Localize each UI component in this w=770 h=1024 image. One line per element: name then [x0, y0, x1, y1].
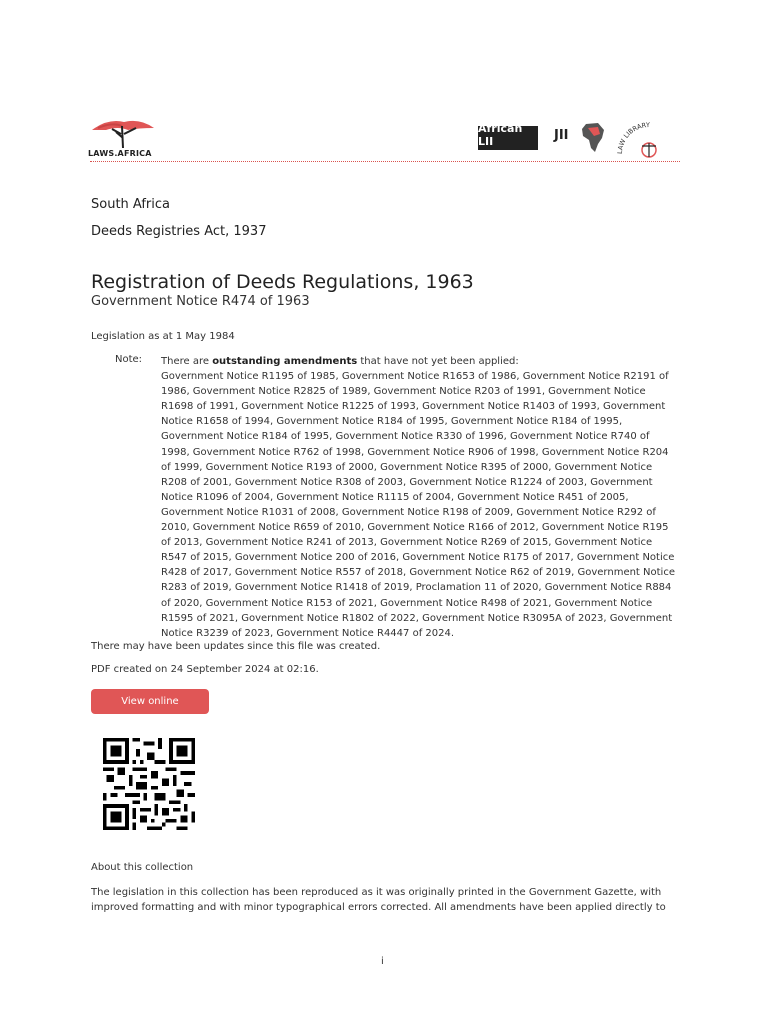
jii-logo: JII [554, 128, 569, 143]
law-library-text: LAW LIBRARY [616, 120, 651, 155]
page-title: Registration of Deeds Regulations, 1963 [91, 271, 474, 293]
amendments-note [161, 354, 681, 641]
about-text: The legislation in this collection has been reproduced as it was originally printed in the Government Gazette, with improved formatting and with minor typographical errors corrected. All amendments have been applied directly to [91, 887, 666, 913]
svg-text:LAW LIBRARY [616, 121, 650, 154]
updates-note: There may have been updates since this file was created. [91, 641, 381, 652]
note-label: Note: [115, 354, 143, 365]
header-divider [90, 161, 680, 162]
view-online-button[interactable]: View online [91, 689, 209, 714]
african-lii-logo: African LII [478, 126, 538, 150]
government-notice: Government Notice R474 of 1963 [91, 294, 310, 309]
africa-map-icon [580, 122, 606, 154]
country: South Africa [91, 197, 170, 212]
pdf-created-date: PDF created on 24 September 2024 at 02:16. [91, 664, 319, 675]
about-heading: About this collection [91, 862, 194, 873]
tree-icon [88, 116, 158, 150]
page-number: i [381, 956, 384, 967]
partner-logos [476, 116, 681, 160]
note-suffix: that have not yet been applied: [360, 356, 519, 367]
logo-text: LAWS.AFRICA [88, 149, 152, 158]
legislation-date: Legislation as at 1 May 1984 [91, 331, 235, 342]
act-title: Deeds Registries Act, 1937 [91, 224, 267, 239]
qr-code-icon[interactable] [100, 738, 198, 830]
law-library-logo [616, 116, 682, 160]
laws-africa-logo [88, 116, 158, 162]
amendments-list: Government Notice R1195 of 1985, Government Notice R1653 of 1986, Government Notice R2191 of 1986, Government Notice R2825 of 1989, Government Notice R203 of 1991, Government Notice R1698 of 1991, Government Notice R1225 of 1993, Government Notice R1403 of 1993, Government Notice R1658 of 1994, Government Notice R184 of 1995, Government Notice R184 of 1995, Government Notice R184 of 1995, Government Notice R330 of 1996, Government Notice R740 of 1998, Government Notice R762 of 1998, Government Notice R906 of 1998, Government Notice R204 of 1999, Government Notice R193 of 2000, Government Notice R395 of 2000, Government Notice R208 of 2001, Government Notice R308 of 2003, Government Notice R1224 of 2003, Government Notice R1096 of 2004, Government Notice R1115 of 2004, Government Notice R451 of 2005, Government Notice R1031 of 2008, Government Notice R198 of 2009, Government Notice R292 of 2010, Government Notice R659 of 2010, Government Notice R166 of 2012, Government Notice R195 of 2013, Government Notice R241 of 2013, Government Notice R269 of 2015, Government Notice R547 of 2015, Government Notice 200 of 2016, Government Notice R175 of 2017, Government Notice R428 of 2017, Government Notice R557 of 2018, Government Notice R62 of 2019, Government Notice R283 of 2019, Government Notice R1418 of 2019, Proclamation 11 of 2020, Government Notice R884 of 2020, Government Notice R153 of 2021, Government Notice R498 of 2021, Government Notice R1595 of 2021, Government Notice R1802 of 2022, Government Notice R3095A of 2023, Government Notice R3239 of 2023, Government Notice R4447 of 2024. [161, 371, 675, 639]
outstanding-amendments-label: outstanding amendments [212, 356, 358, 367]
note-prefix: There are [161, 356, 209, 367]
